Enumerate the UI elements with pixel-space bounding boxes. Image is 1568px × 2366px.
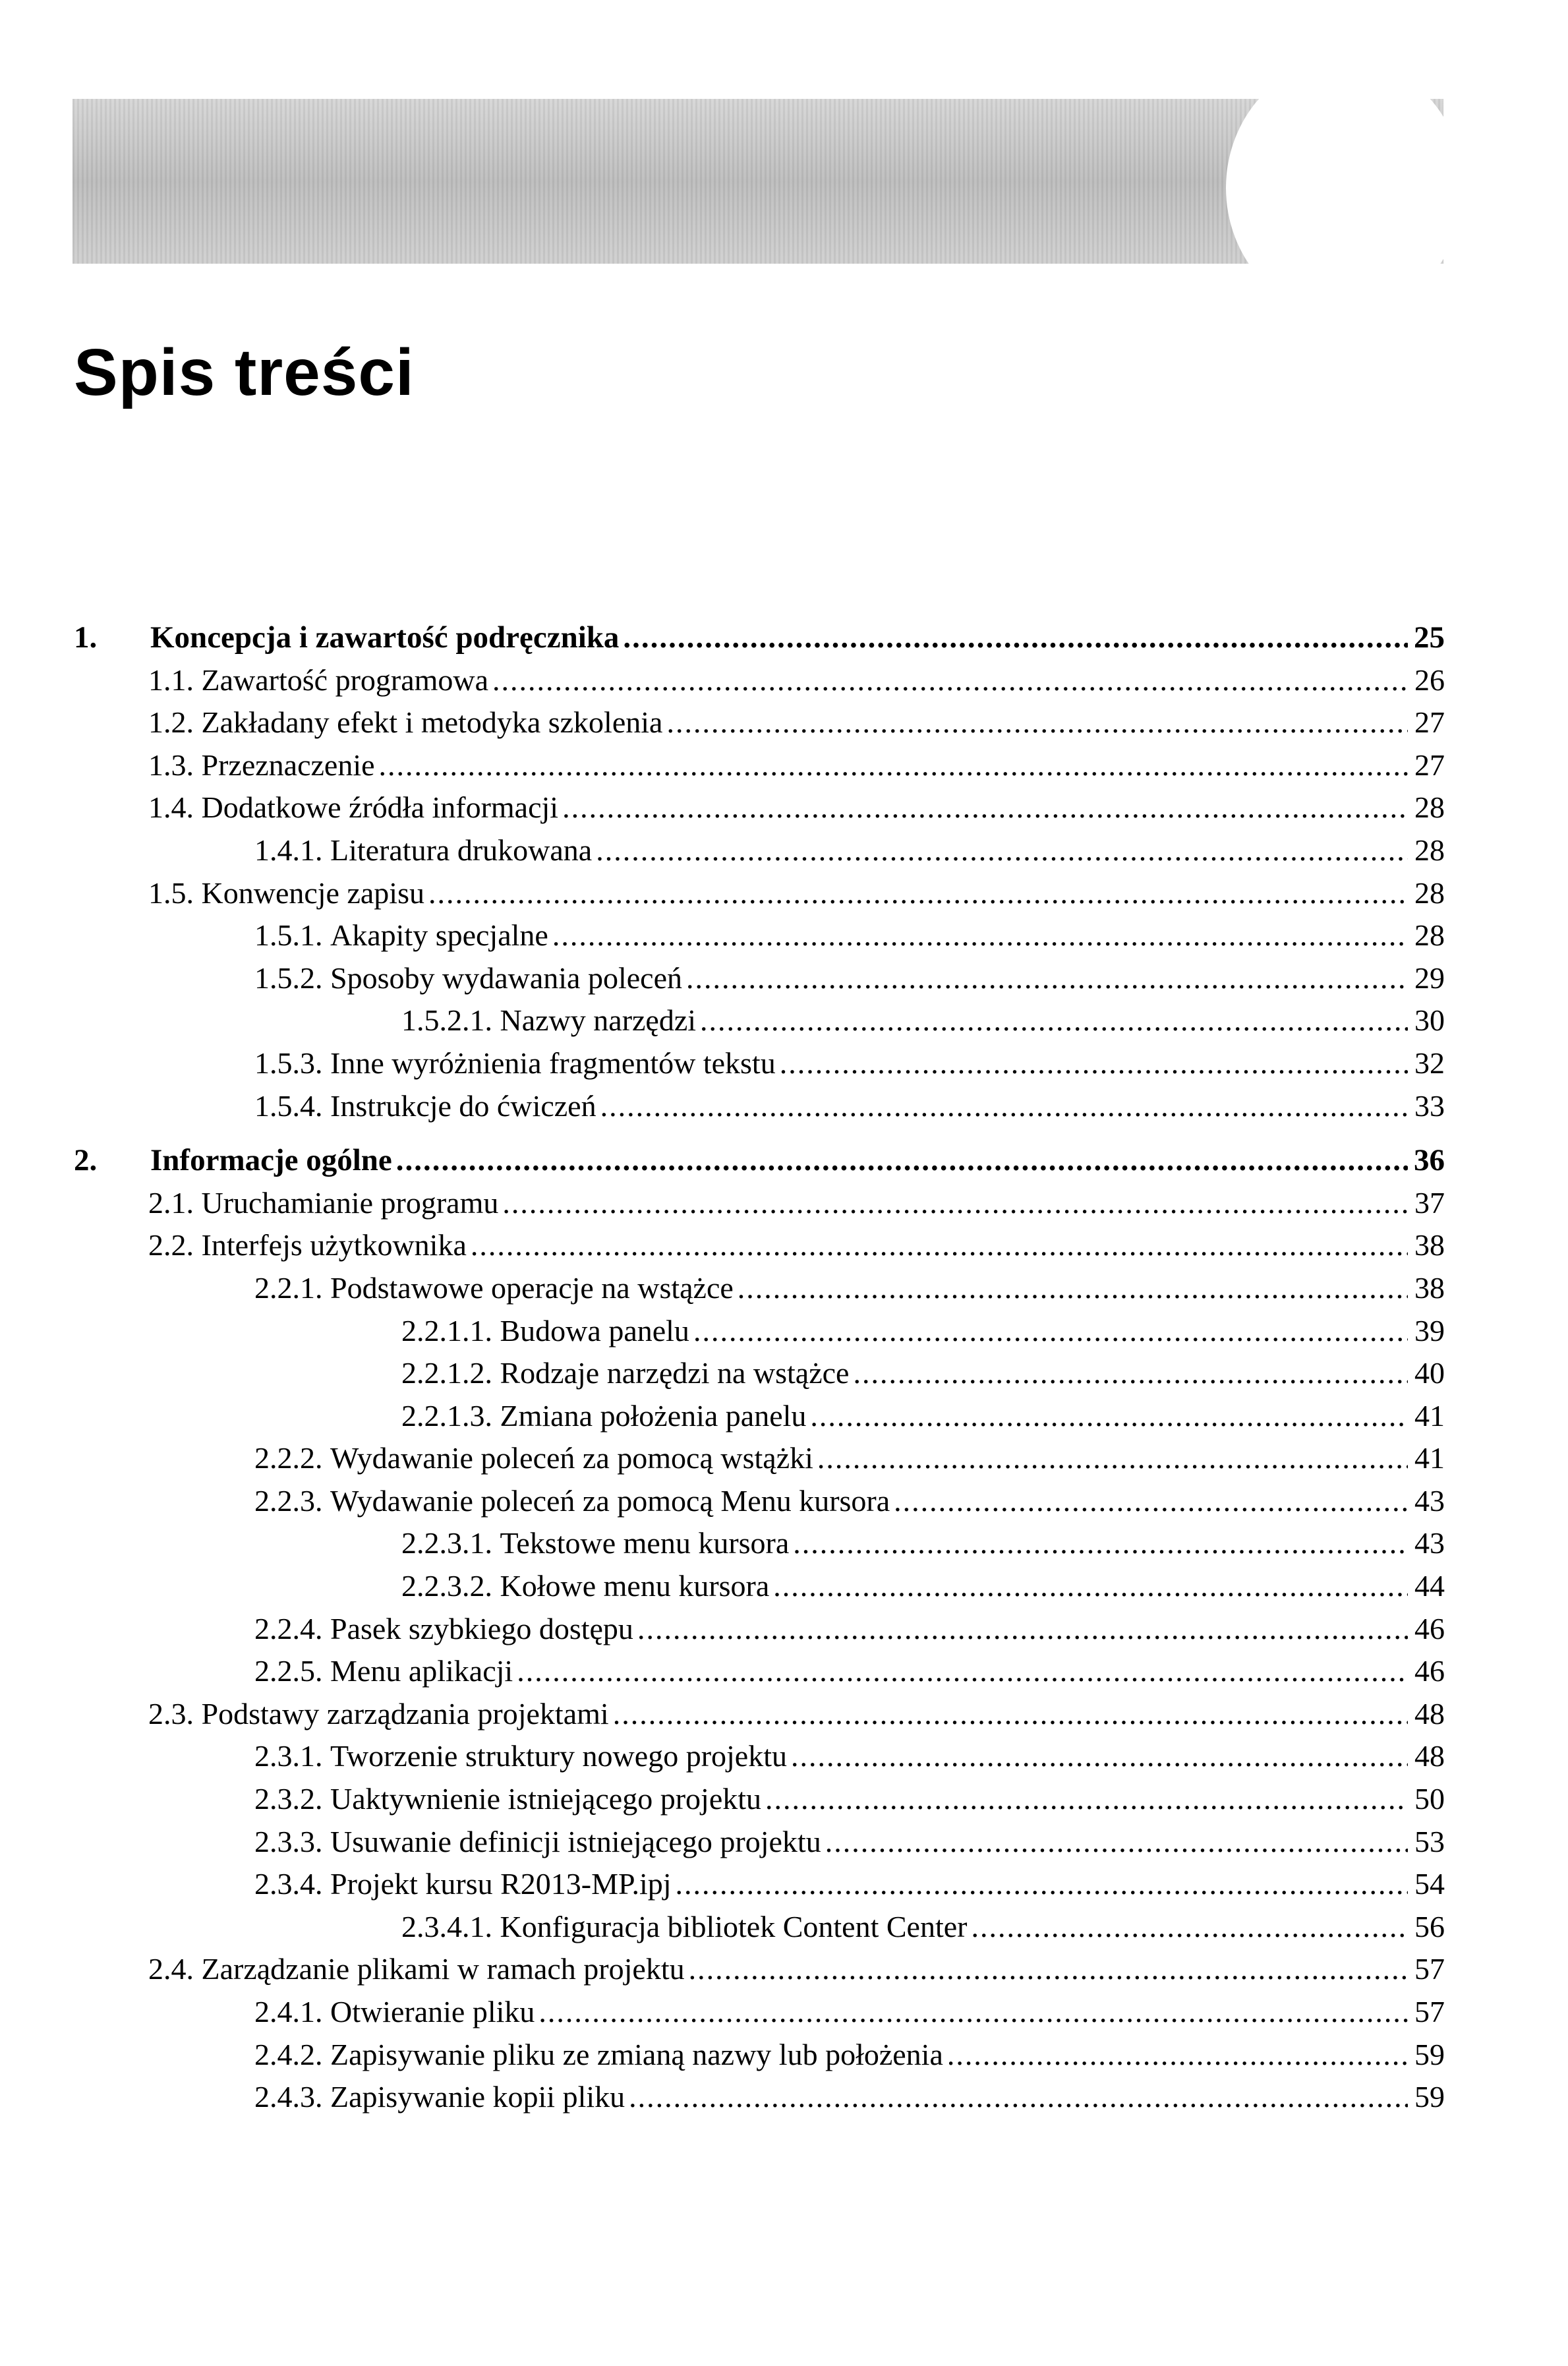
toc-entry-text	[74, 786, 1445, 829]
toc-page-number: 38	[1414, 1270, 1445, 1305]
toc-dot-leader	[825, 1821, 1408, 1864]
toc-entry-text	[74, 1522, 1445, 1565]
toc-entry-text	[74, 1565, 1445, 1608]
toc-page-number: 28	[1414, 918, 1445, 953]
toc-entry-text	[74, 957, 1445, 1000]
toc-entry-spacer	[323, 1735, 331, 1778]
toc-entry[interactable]	[74, 1906, 1445, 1949]
toc-dot-leader	[780, 1042, 1408, 1085]
toc-entry-number: 2.2.2.	[254, 1441, 323, 1475]
toc-entry-title: Zarządzanie plikami w ramach projektu	[201, 1952, 685, 1986]
toc-entry[interactable]	[74, 1395, 1445, 1438]
toc-dot-leader	[666, 701, 1408, 744]
toc-page-number: 54	[1414, 1867, 1445, 1901]
toc-entry-spacer	[323, 1991, 331, 2034]
toc-entry[interactable]	[74, 1991, 1445, 2034]
toc-entry-number: 2.2.5.	[254, 1654, 323, 1688]
toc-page-number: 28	[1414, 790, 1445, 825]
toc-entry-number: 2.3.	[148, 1696, 194, 1730]
toc-entry-spacer	[194, 701, 202, 744]
toc-entry-title: Literatura drukowana	[330, 833, 593, 867]
toc-dot-leader	[502, 1182, 1408, 1225]
toc-entry-number: 1.5.	[148, 875, 194, 910]
toc-chapter[interactable]	[74, 1139, 1445, 1182]
toc-entry-spacer	[194, 1182, 202, 1225]
toc-page-number: 39	[1414, 1313, 1445, 1347]
toc-entry-number: 2.2.1.3.	[401, 1398, 492, 1433]
toc-dot-leader	[791, 1735, 1408, 1778]
toc-entry-text	[74, 1267, 1445, 1310]
toc-entry-number: 2.2.1.1.	[401, 1313, 492, 1347]
toc-entry-text	[74, 1310, 1445, 1353]
toc-page-number: 48	[1414, 1739, 1445, 1773]
toc-entry-number: 1.4.	[148, 790, 194, 825]
toc-page-number: 25	[1414, 620, 1445, 655]
toc-page-number: 27	[1414, 705, 1445, 740]
toc-entry-title: Dodatkowe źródła informacji	[201, 790, 559, 825]
toc-entry-spacer	[323, 1608, 331, 1651]
toc-dot-leader	[629, 2076, 1408, 2119]
toc-entry-text	[74, 2034, 1445, 2077]
toc-entry-number: 2.2.3.1.	[401, 1526, 492, 1560]
toc-entry-title: Tekstowe menu kursora	[500, 1526, 790, 1560]
toc-page-number: 29	[1414, 961, 1445, 995]
toc-entry-text	[74, 1437, 1445, 1480]
toc-entry-text	[74, 999, 1445, 1042]
toc-dot-leader	[686, 957, 1408, 1000]
toc-dot-leader	[810, 1395, 1408, 1438]
toc-entry[interactable]	[74, 957, 1445, 1000]
toc-entry[interactable]	[74, 1565, 1445, 1608]
toc-dot-leader	[793, 1522, 1408, 1565]
toc-entry-number: 1.5.3.	[254, 1046, 323, 1080]
toc-entry-title: Zakładany efekt i metodyka szkolenia	[201, 705, 663, 740]
toc-page-number: 32	[1414, 1046, 1445, 1080]
toc-entry-title: Uruchamianie programu	[201, 1185, 499, 1220]
toc-entry[interactable]	[74, 872, 1445, 915]
toc-entry-title: Interfejs użytkownika	[201, 1228, 467, 1262]
toc-entry[interactable]	[74, 1778, 1445, 1821]
toc-entry-number: 1.2.	[148, 705, 194, 740]
toc-entry-title: Wydawanie poleceń za pomocą Menu kursora	[330, 1483, 890, 1518]
toc-entry[interactable]	[74, 1085, 1445, 1128]
toc-entry-spacer	[492, 1310, 500, 1353]
toc-page-number: 56	[1414, 1909, 1445, 1943]
toc-entry-number: 2.3.2.	[254, 1782, 323, 1816]
toc-entry-title: Pasek szybkiego dostępu	[330, 1611, 633, 1645]
toc-entry-text	[74, 1480, 1445, 1523]
toc-entry[interactable]	[74, 2076, 1445, 2119]
toc-entry-number: 1.5.2.1.	[401, 1003, 492, 1038]
toc-dot-leader	[676, 1863, 1408, 1906]
toc-entry-title: Otwieranie pliku	[330, 1995, 535, 2028]
toc-entry-number: 2.2.3.	[254, 1483, 323, 1518]
toc-page-number: 53	[1414, 1824, 1445, 1858]
toc-entry[interactable]	[74, 1224, 1445, 1267]
toc-entry-number: 2.4.	[148, 1952, 194, 1986]
toc-entry-text	[74, 1182, 1445, 1225]
toc-entry-number: 2.2.1.2.	[401, 1356, 492, 1390]
toc-dot-leader	[471, 1224, 1408, 1267]
toc-entry-text	[74, 1085, 1445, 1128]
toc-page-number: 37	[1414, 1185, 1445, 1220]
toc-dot-leader	[562, 786, 1408, 829]
toc-entry-text	[74, 1735, 1445, 1778]
toc-entry[interactable]	[74, 1522, 1445, 1565]
toc-entry-number: 2.4.3.	[254, 2080, 323, 2114]
toc-entry-title: Menu aplikacji	[330, 1654, 513, 1688]
toc-page-number: 46	[1414, 1654, 1445, 1688]
toc-dot-leader	[689, 1948, 1408, 1991]
toc-dot-leader	[947, 2034, 1408, 2077]
toc-page-number: 38	[1414, 1228, 1445, 1262]
toc-entry-spacer	[323, 2034, 331, 2077]
toc-entry-text	[74, 2076, 1445, 2119]
toc-entry-number: 1.5.1.	[254, 918, 323, 953]
toc-entry-title: Kołowe menu kursora	[500, 1569, 770, 1603]
toc-entry-spacer	[323, 1778, 331, 1821]
toc-entry-text	[74, 1042, 1445, 1085]
toc-dot-leader	[853, 1352, 1408, 1395]
toc-page-number: 43	[1414, 1483, 1445, 1518]
toc-entry-title: Zmiana położenia panelu	[500, 1398, 807, 1433]
toc-dot-leader	[700, 999, 1408, 1042]
toc-entry-spacer	[194, 786, 202, 829]
toc-entry[interactable]	[74, 1693, 1445, 1736]
toc-page-number: 48	[1414, 1696, 1445, 1730]
toc-dot-leader	[492, 659, 1408, 702]
toc-dot-leader	[613, 1693, 1408, 1736]
toc-page-number: 57	[1414, 1952, 1445, 1986]
toc-entry-title: Zapisywanie pliku ze zmianą nazwy lub położenia	[330, 2037, 943, 2071]
toc-dot-leader	[773, 1565, 1408, 1608]
toc-entry[interactable]	[74, 829, 1445, 872]
toc-page-number: 30	[1414, 1003, 1445, 1038]
toc-entry-spacer	[492, 1565, 500, 1608]
toc-entry-title: Zawartość programowa	[201, 663, 489, 697]
toc-entry-text	[74, 1693, 1445, 1736]
toc-entry-spacer	[323, 829, 331, 872]
toc-entry[interactable]	[74, 1267, 1445, 1310]
toc-entry-number: 2.4.2.	[254, 2037, 323, 2071]
header-decorative-band	[73, 99, 1443, 264]
toc-entry-title: Zapisywanie kopii pliku	[330, 2080, 625, 2114]
toc-entry-text	[74, 829, 1445, 872]
toc-page-number: 44	[1414, 1569, 1445, 1603]
toc-entry-spacer	[194, 744, 202, 787]
toc-entry[interactable]	[74, 1608, 1445, 1651]
toc-entry-spacer	[323, 1042, 331, 1085]
toc-entry-spacer	[492, 1352, 500, 1395]
toc-dot-leader	[693, 1310, 1408, 1353]
toc-entry-text	[74, 701, 1445, 744]
toc-entry-number: 2.4.1.	[254, 1995, 323, 2028]
toc-entry-spacer	[492, 1395, 500, 1438]
toc-entry[interactable]	[74, 1948, 1445, 1991]
toc-entry-text	[74, 1395, 1445, 1438]
toc-entry-title: Rodzaje narzędzi na wstążce	[500, 1356, 850, 1390]
page-title: Spis treści	[74, 336, 415, 409]
toc-entry[interactable]	[74, 1437, 1445, 1480]
toc-entry-spacer	[323, 957, 331, 1000]
toc-dot-leader	[396, 1139, 1408, 1182]
toc-entry-title: Sposoby wydawania poleceń	[330, 961, 682, 995]
toc-dot-leader	[894, 1480, 1408, 1523]
toc-entry-title: Konfiguracja bibliotek Content Center	[500, 1909, 968, 1943]
toc-entry-text	[74, 659, 1445, 702]
toc-entry-title: Nazwy narzędzi	[500, 1003, 697, 1038]
toc-entry-number: 1.	[74, 620, 98, 655]
toc-entry-text	[74, 616, 1445, 659]
toc-entry-title: Usuwanie definicji istniejącego projektu	[330, 1824, 821, 1858]
toc-dot-leader	[738, 1267, 1408, 1310]
toc-entry-number: 2.3.1.	[254, 1739, 323, 1773]
toc-dot-leader	[637, 1608, 1408, 1651]
toc-dot-leader	[517, 1650, 1408, 1693]
toc-entry-title: Konwencje zapisu	[201, 875, 424, 910]
toc-entry-number: 1.1.	[148, 663, 194, 697]
toc-entry-number: 2.2.4.	[254, 1611, 323, 1645]
toc-entry[interactable]	[74, 914, 1445, 957]
toc-entry-spacer	[323, 1085, 331, 1128]
toc-page-number: 41	[1414, 1398, 1445, 1433]
toc-entry-title: Tworzenie struktury nowego projektu	[330, 1739, 787, 1773]
toc-entry-number: 1.5.4.	[254, 1088, 323, 1123]
toc-entry-text	[74, 1139, 1445, 1182]
toc-entry-spacer	[492, 1906, 500, 1949]
toc-entry-spacer	[323, 1437, 331, 1480]
toc-dot-leader	[596, 829, 1408, 872]
toc-entry-spacer	[323, 914, 331, 957]
toc-entry-title: Podstawy zarządzania projektami	[201, 1696, 609, 1730]
toc-entry[interactable]	[74, 744, 1445, 787]
toc-entry-number: 2.3.3.	[254, 1824, 323, 1858]
toc-entry-title: Budowa panelu	[500, 1313, 689, 1347]
toc-entry-spacer	[194, 1224, 202, 1267]
toc-entry-text	[74, 1821, 1445, 1864]
toc-page-number: 28	[1414, 875, 1445, 910]
table-of-contents	[74, 616, 1445, 2119]
toc-entry[interactable]	[74, 999, 1445, 1042]
toc-entry[interactable]	[74, 1863, 1445, 1906]
toc-page-number: 50	[1414, 1782, 1445, 1816]
toc-dot-leader	[765, 1778, 1408, 1821]
toc-entry[interactable]	[74, 701, 1445, 744]
toc-entry-title: Przeznaczenie	[201, 748, 375, 782]
toc-entry-text	[74, 914, 1445, 957]
toc-entry[interactable]	[74, 1650, 1445, 1693]
toc-dot-leader	[971, 1906, 1408, 1949]
toc-page-number: 28	[1414, 833, 1445, 867]
toc-entry[interactable]	[74, 786, 1445, 829]
toc-entry-spacer	[323, 1480, 331, 1523]
toc-entry-number: 1.3.	[148, 748, 194, 782]
toc-entry-text	[74, 1608, 1445, 1651]
toc-entry[interactable]	[74, 659, 1445, 702]
toc-entry-number: 2.3.4.1.	[401, 1909, 492, 1943]
toc-entry-title: Informacje ogólne	[150, 1143, 392, 1178]
toc-entry-title: Podstawowe operacje na wstążce	[330, 1270, 734, 1305]
toc-entry-text	[74, 1948, 1445, 1991]
toc-entry-number: 2.2.3.2.	[401, 1569, 492, 1603]
toc-dot-leader	[817, 1437, 1408, 1480]
toc-entry-number: 2.1.	[148, 1185, 194, 1220]
toc-page-number: 57	[1414, 1995, 1445, 2028]
toc-dot-leader	[623, 616, 1408, 659]
toc-page-number: 27	[1414, 748, 1445, 782]
toc-entry-text	[74, 1352, 1445, 1395]
toc-entry-spacer	[194, 1693, 202, 1736]
toc-page-number: 41	[1414, 1441, 1445, 1475]
toc-entry-text	[74, 1650, 1445, 1693]
toc-entry-title: Uaktywnienie istniejącego projektu	[330, 1782, 762, 1816]
toc-entry-text	[74, 872, 1445, 915]
toc-entry-spacer	[492, 1522, 500, 1565]
toc-entry[interactable]	[74, 1310, 1445, 1353]
toc-dot-leader	[552, 914, 1408, 957]
toc-entry[interactable]	[74, 1182, 1445, 1225]
toc-entry-title: Wydawanie poleceń za pomocą wstążki	[330, 1441, 813, 1475]
toc-entry-text	[74, 1863, 1445, 1906]
toc-entry-spacer	[323, 2076, 331, 2119]
toc-entry-spacer	[323, 1650, 331, 1693]
toc-entry-title: Akapity specjalne	[330, 918, 548, 953]
toc-entry-text	[74, 744, 1445, 787]
toc-entry-spacer	[323, 1863, 331, 1906]
toc-page-number: 43	[1414, 1526, 1445, 1560]
toc-entry[interactable]	[74, 1042, 1445, 1085]
toc-entry-title: Inne wyróżnienia fragmentów tekstu	[330, 1046, 776, 1080]
toc-page-number: 40	[1414, 1356, 1445, 1390]
toc-page-number: 26	[1414, 663, 1445, 697]
toc-entry-spacer	[194, 1948, 202, 1991]
toc-page-number: 46	[1414, 1611, 1445, 1645]
toc-entry[interactable]	[74, 1480, 1445, 1523]
toc-dot-leader	[600, 1085, 1408, 1128]
toc-entry-number: 2.3.4.	[254, 1867, 323, 1901]
toc-entry-spacer	[323, 1267, 331, 1310]
toc-chapter[interactable]	[74, 616, 1445, 659]
toc-entry-number: 2.	[74, 1143, 98, 1178]
toc-entry-spacer	[194, 659, 202, 702]
toc-entry-spacer	[492, 999, 500, 1042]
toc-entry-number: 2.2.	[148, 1228, 194, 1262]
toc-entry-spacer	[194, 872, 202, 915]
toc-page-number: 59	[1414, 2080, 1445, 2114]
toc-entry[interactable]	[74, 1735, 1445, 1778]
toc-dot-leader	[538, 1991, 1408, 2034]
toc-dot-leader	[379, 744, 1408, 787]
toc-entry[interactable]	[74, 1821, 1445, 1864]
toc-dot-leader	[428, 872, 1408, 915]
toc-entry-number: 1.5.2.	[254, 961, 323, 995]
toc-page-number: 33	[1414, 1088, 1445, 1123]
toc-entry-text	[74, 1224, 1445, 1267]
toc-entry-number: 1.4.1.	[254, 833, 323, 867]
toc-entry-text	[74, 1991, 1445, 2034]
toc-entry-spacer	[323, 1821, 331, 1864]
toc-entry-number: 2.2.1.	[254, 1270, 323, 1305]
toc-entry-title: Instrukcje do ćwiczeń	[330, 1088, 596, 1123]
toc-entry[interactable]	[74, 1352, 1445, 1395]
toc-page-number: 59	[1414, 2037, 1445, 2071]
toc-entry-title: Projekt kursu R2013-MP.ipj	[330, 1867, 672, 1901]
toc-entry-title: Koncepcja i zawartość podręcznika	[150, 620, 620, 655]
toc-entry-text	[74, 1906, 1445, 1949]
toc-page-number: 36	[1414, 1143, 1445, 1178]
toc-entry-text	[74, 1778, 1445, 1821]
toc-entry[interactable]	[74, 2034, 1445, 2077]
